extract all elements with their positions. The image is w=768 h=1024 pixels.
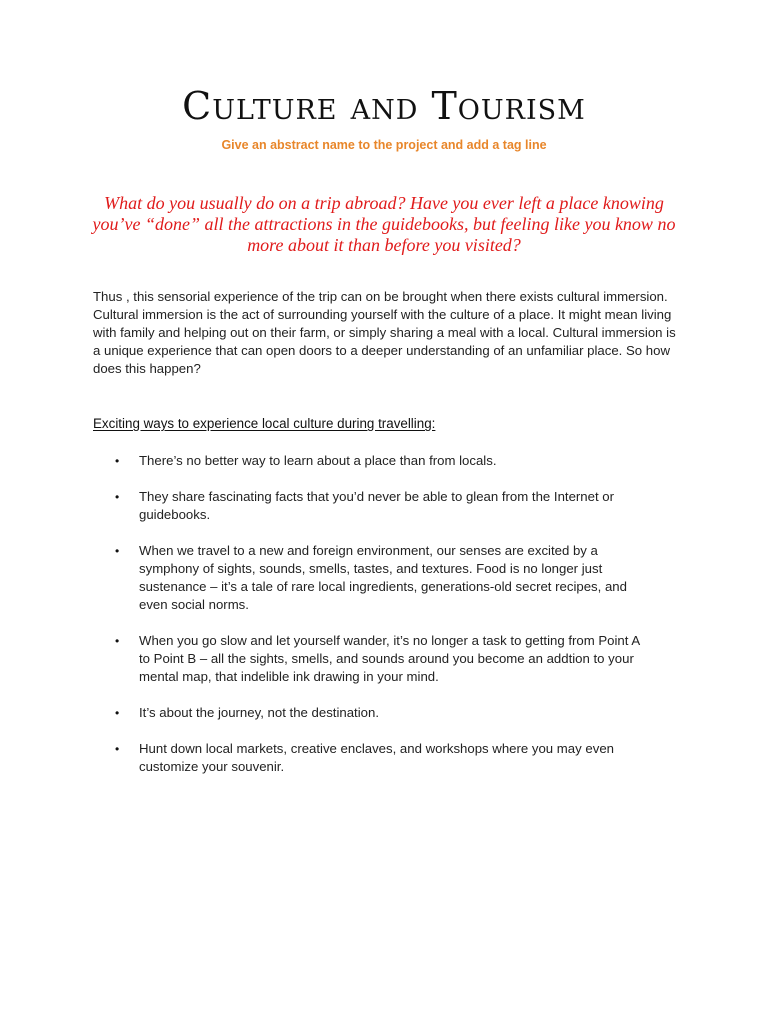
list-item-text: They share fascinating facts that you’d never be able to glean from the Internet or guidebooks. bbox=[139, 489, 615, 522]
bullet-dot: • bbox=[115, 544, 120, 558]
document-title: Culture and Tourism bbox=[182, 84, 586, 128]
bullet-dot: • bbox=[115, 454, 120, 468]
bullet-dot: • bbox=[115, 634, 120, 648]
list-item bbox=[93, 704, 653, 722]
list-item bbox=[93, 542, 653, 614]
list-item bbox=[93, 740, 653, 776]
list-item bbox=[93, 488, 653, 524]
intro-paragraph: Thus , this sensorial experience of the trip can on be brought when there exists cultural immersion. Cultural immersion is the act of surrounding yourself with the culture of a place. It might mean living with family and helping out on their farm, or simply sharing a meal with a local. Cultural immersion is a unique experience that can open doors to a deeper understanding of an unfamiliar place. So how does this happen? bbox=[93, 289, 676, 376]
list-item-text: Hunt down local markets, creative enclaves, and workshops where you may even customize your souvenir. bbox=[139, 741, 614, 774]
tagline: Give an abstract name to the project and add a tag line bbox=[221, 138, 547, 152]
list-item bbox=[93, 452, 653, 470]
list-item-text: There’s no better way to learn about a place than from locals. bbox=[139, 453, 497, 468]
bullet-dot: • bbox=[115, 706, 120, 720]
list-item-text: It’s about the journey, not the destination. bbox=[139, 705, 379, 720]
list-item bbox=[93, 632, 653, 686]
list-item-text: When we travel to a new and foreign environment, our senses are excited by a symphony of sights, sounds, smells, tastes, and textures. Food is no longer just sustenance – it’s a tale of rare local ingredients, generations-old secret recipes, and even social norms. bbox=[139, 543, 627, 612]
bullet-dot: • bbox=[115, 490, 120, 504]
bullet-list bbox=[93, 452, 653, 794]
list-item-text: When you go slow and let yourself wander, it’s no longer a task to getting from Point A to Point B – all the sights, smells, and sounds around you become an addtion to your mental map, that indelible ink drawing in your mind. bbox=[139, 633, 640, 684]
bullet-dot: • bbox=[115, 742, 120, 756]
lead-question: What do you usually do on a trip abroad? Have you ever left a place knowing you’ve “done” all the attractions in the guidebooks, but feeling like you know no more about it than before you visited? bbox=[92, 193, 676, 255]
section-heading: Exciting ways to experience local culture during travelling: bbox=[93, 416, 436, 431]
